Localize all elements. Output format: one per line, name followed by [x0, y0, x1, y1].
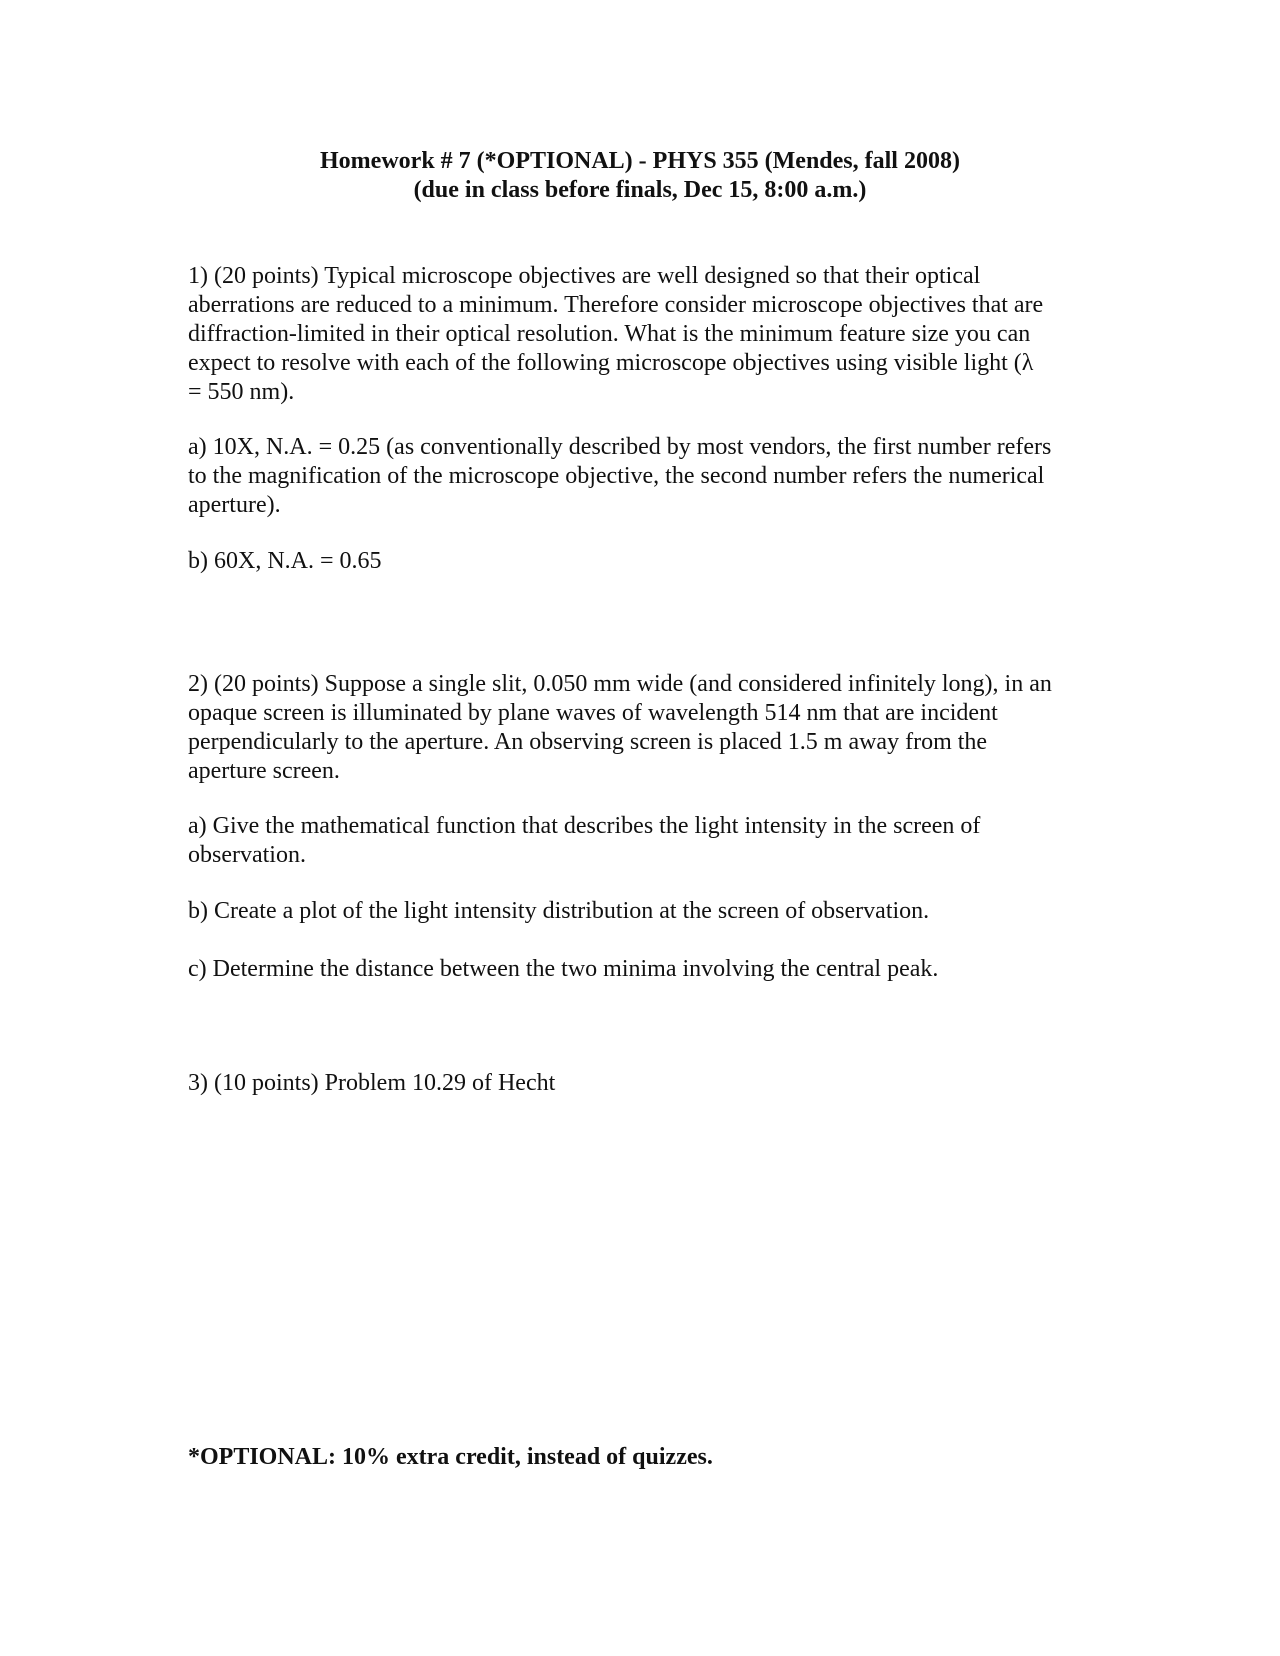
question-2-part-c: c) Determine the distance between the two minima involving the central peak.: [188, 956, 939, 982]
question-1-text: 1) (20 points) Typical microscope objectives are well designed so that their optical aberrations are reduced to a minimum. Therefore consider microscope objectives that are diffraction-limited in their optical resolution. What is the minimum feature size you can expect to resolve with each of the following microscope objectives using visible light (λ = 550 nm).: [188, 263, 1044, 405]
header-due-date: (due in class before finals, Dec 15, 8:00 a.m.): [413, 177, 867, 203]
question-1-part-a: a) 10X, N.A. = 0.25 (as conventionally described by most vendors, the first number refers to the magnification of the microscope objective, the second number refers the numerical aperture).: [188, 434, 1052, 518]
document-header: [0, 147, 1280, 205]
header-title: Homework # 7 (*OPTIONAL) - PHYS 355 (Mendes, fall 2008): [320, 148, 960, 174]
question-2-part-b: b) Create a plot of the light intensity distribution at the screen of observation.: [188, 898, 930, 924]
question-3-text: 3) (10 points) Problem 10.29 of Hecht: [188, 1070, 556, 1096]
question-2-text: 2) (20 points) Suppose a single slit, 0.050 mm wide (and considered infinitely long), in an opaque screen is illuminated by plane waves of wavelength 514 nm that are incident perpendicularly to the aperture. An observing screen is placed 1.5 m away from the aperture screen.: [188, 671, 1052, 784]
question-2-part-a: a) Give the mathematical function that describes the light intensity in the screen of observation.: [188, 813, 981, 868]
question-1-part-b: b) 60X, N.A. = 0.65: [188, 548, 382, 574]
optional-note: *OPTIONAL: 10% extra credit, instead of quizzes.: [188, 1444, 713, 1470]
